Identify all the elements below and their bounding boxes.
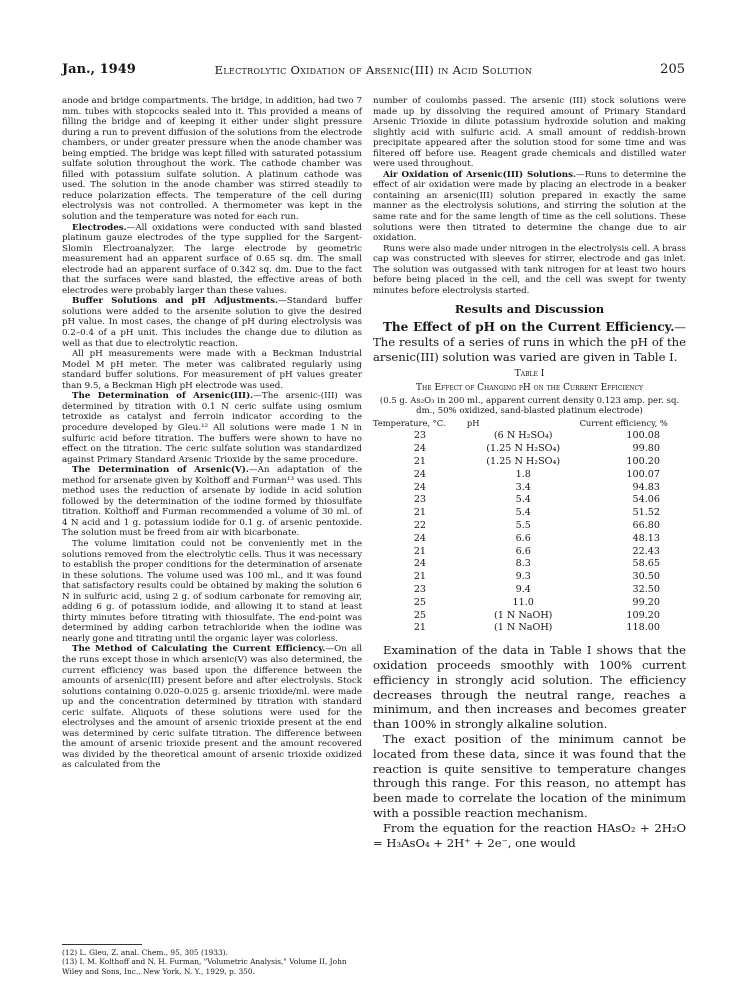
efficiency-cell: 100.07 [626, 468, 660, 480]
ph-cell: 6.6 [515, 545, 531, 557]
temperature-cell: 24 [413, 558, 427, 570]
table-label: Table I [514, 369, 545, 380]
table-row [373, 520, 686, 533]
ph-cell: 8.3 [515, 558, 531, 570]
table-conditions: (0.5 g. As₂O₃ in 200 ml., apparent current density 0.123 amp. per. sq. dm., 50% oxidized, sand-blasted platinum electrode) [379, 396, 680, 417]
subheading: The Method of Calculating the Current Efficiency. [72, 644, 326, 655]
efficiency-cell: 30.50 [632, 571, 660, 583]
column-header: pH [466, 418, 480, 429]
ph-cell: (1 N NaOH) [494, 609, 553, 621]
table-row [373, 494, 686, 507]
table-row [373, 546, 686, 559]
temperature-cell: 21 [413, 507, 427, 519]
temperature-cell: 21 [413, 571, 427, 583]
efficiency-cell: 109.20 [626, 609, 660, 621]
subheading: Electrodes. [72, 222, 127, 233]
table-row [373, 443, 686, 456]
table-row [373, 584, 686, 597]
ph-cell: 5.4 [515, 494, 531, 506]
paragraph: The Method of Calculating the Current Efficiency.—On all the runs except those in which arsenic(V) was also determined, the current efficiency was based upon the difference between the amounts of arsenic(III) present before and after electrolysis. Stock solutions containing 0.020–0.025 g. arsenic trioxide/ml. were made up and the concentration determined by titration with standard ceric sulfate. Aliquots of these solutions were used for the electrolyses and the amount of arsenic trioxide present at the end was determined by ceric sulfate titration. The difference between the amount of arsenic trioxide present and the amount recovered was divided by the theoretical amount of arsenic trioxide oxidized as calculated from the [62, 644, 363, 771]
subheading: The Determination of Arsenic(V). [72, 465, 249, 476]
efficiency-cell: 58.65 [632, 558, 660, 570]
paragraph: Air Oxidation of Arsenic(III) Solutions.—Runs to determine the effect of air oxidation were made by placing an electrode in a beaker containing an arsenic(III) solution prepared in exactly the same manner as the electrolysis solutions, and stirring the solution at the same rate and for the same length of time as the cell solutions. These solutions were then titrated to determine the change due to air oxidation. [373, 169, 686, 244]
table-row [373, 610, 686, 623]
paragraph: All pH measurements were made with a Beckman Industrial Model M pH meter. The meter was calibrated regularly using standard buffer solutions. For measurement of pH values greater than 9.5, a Beckman High pH electrode was used. [62, 349, 362, 391]
table-row [373, 622, 686, 635]
page-number: 205 [660, 62, 685, 77]
temperature-cell: 22 [413, 520, 427, 531]
efficiency-cell: 100.08 [626, 430, 660, 442]
efficiency-cell: 118.00 [626, 622, 660, 634]
table-row [373, 430, 686, 443]
temperature-cell: 23 [413, 494, 427, 506]
temperature-cell: 24 [413, 532, 427, 544]
ph-cell: 6.6 [515, 532, 531, 544]
efficiency-cell: 66.80 [632, 520, 660, 531]
temperature-cell: 24 [413, 481, 427, 493]
paragraph: The Determination of Arsenic(V).—An adaptation of the method for arsenate given by Kolthoff and Furman¹³ was used. This method uses the reduction of arsenate by iodide in acid solution followed by the determination of the iodine formed by thiosulfate titration. Kolthoff and Furman recommended a volume of 30 ml. of 4 N acid and 1 g. potassium iodide for 0.1 g. of arsenic pentoxide. The solution must be freed from air with bicarbonate. [62, 465, 362, 539]
paragraph: Examination of the data in Table I shows that the oxidation proceeds smoothly with 100% current efficiency in strongly acid solution. The efficiency decreases through the neutral range, reaches a minimum, and then increases and becomes greater than 100% in strongly alkaline solution. [373, 643, 686, 732]
table-title: The Effect of Changing pH on the Current Efficiency [415, 382, 644, 393]
subheading: Air Oxidation of Arsenic(III) Solutions. [383, 169, 577, 180]
right-column [373, 96, 686, 850]
table-header-row [373, 418, 686, 430]
ph-cell: 1.8 [515, 468, 531, 480]
ph-cell: 11.0 [512, 596, 534, 608]
temperature-cell: 21 [413, 456, 427, 468]
subheading: The Effect of pH on the Current Efficiency. [383, 319, 675, 334]
table-row [373, 456, 686, 469]
efficiency-cell: 48.13 [632, 532, 660, 544]
paragraph: From the equation for the reaction HAsO₂ + 2H₂O = H₃AsO₄ + 2H⁺ + 2e⁻, one would [373, 820, 686, 850]
temperature-cell: 25 [413, 609, 427, 621]
temperature-cell: 23 [413, 583, 427, 595]
footnotes [62, 948, 362, 976]
table-row [373, 571, 686, 584]
paragraph: The exact position of the minimum cannot be located from these data, since it was found that the reaction is quite sensitive to temperature changes through this range. For this reason, no attempt has been made to correlate the location of the minimum with a possible reaction mechanism. [373, 731, 686, 820]
table-row [373, 533, 686, 546]
running-header [62, 62, 685, 80]
paragraph: anode and bridge compartments. The bridge, in addition, had two 7 mm. tubes with stopcocks sealed into it. This provided a means of filling the bridge and of keeping it either under slight pressure during a run to prevent diffusion of the solutions from the electrode chambers, or under greater pressure when the anode chamber was being emptied. The bridge was kept filled with saturated potassium sulfate solution throughout the work. The cathode chamber was filled with potassium sulfate solution. A platinum cathode was used. The solution in the anode chamber was stirred steadily to reduce polarization effects. The temperature of the cell during electrolysis was not controlled. A thermometer was kept in the solution and the temperature was noted for each run. [62, 96, 362, 223]
efficiency-cell: 22.43 [632, 545, 660, 557]
paragraph: Buffer Solutions and pH Adjustments.—Standard buffer solutions were added to the arsenite solution to give the desired pH value. In most cases, the change of pH during electrolysis was 0.2–0.4 of a pH unit. This includes the change due to dilution as well as that due to electrolytic reaction. [62, 296, 362, 349]
efficiency-cell: 32.50 [632, 583, 660, 595]
column-header: Current efficiency, % [579, 418, 668, 429]
efficiency-cell: 99.20 [632, 596, 660, 608]
paragraph: Electrodes.—All oxidations were conducted with sand blasted platinum gauze electrodes of the type supplied for the Sargent-Slomin Electroanalyzer. The large electrode by geometric measurement had an apparent surface of 0.65 sq. dm. The small electrode had an apparent surface of 0.342 sq. dm. Due to the fact that the surfaces were sand blasted, the effective areas of both electrodes were probably larger than these values. [62, 222, 362, 296]
table-row [373, 558, 686, 571]
temperature-cell: 25 [413, 596, 427, 608]
efficiency-cell: 94.83 [632, 481, 660, 493]
paragraph: The Determination of Arsenic(III).—The arsenic-(III) was determined by titration with 0.1 N ceric sulfate using osmium tetroxide as catalyst and ferroin indicator according to the procedure developed by Gleu.¹² All solutions were made 1 N in sulfuric acid before titration. The buffers were shown to have no effect on the titration. The ceric sulfate solution was standardized against Primary Standard Arsenic Trioxide by the same procedure. [62, 391, 362, 465]
footnote: (13) I. M. Kolthoff and N. H. Furman, "Volumetric Analysis," Volume II, John Wiley and Sons, Inc., New York, N. Y., 1929, p. 350. [62, 957, 347, 976]
efficiency-cell: 51.52 [632, 507, 660, 519]
ph-cell: (1 N NaOH) [494, 622, 553, 634]
temperature-cell: 21 [413, 545, 427, 557]
left-column [62, 96, 362, 771]
subheading: Buffer Solutions and pH Adjustments. [72, 296, 279, 307]
ph-cell: 5.5 [515, 520, 531, 531]
table-row [373, 469, 686, 482]
header-title: Electrolytic Oxidation of Arsenic(III) in Acid Solution [214, 63, 533, 77]
ph-cell: 5.4 [515, 507, 531, 519]
ph-cell: (1.25 N H₂SO₄) [486, 443, 561, 455]
ph-cell: 9.4 [515, 583, 531, 595]
ph-cell: (6 N H₂SO₄) [493, 430, 553, 442]
efficiency-cell: 99.80 [632, 443, 660, 455]
table-row [373, 597, 686, 610]
data-table [373, 418, 686, 635]
table-row [373, 507, 686, 520]
efficiency-cell: 54.06 [632, 494, 660, 506]
efficiency-cell: 100.20 [626, 456, 660, 468]
ph-cell: (1.25 N H₂SO₄) [486, 456, 561, 468]
subheading: The Determination of Arsenic(III). [72, 391, 254, 402]
paragraph: number of coulombs passed. The arsenic (III) stock solutions were made up by dissolving the required amount of Primary Standard Arsenic Trioxide in dilute potassium hydroxide solution and making slightly acid with sulfuric acid. A small amount of reddish-brown precipitate appeared after the solution stood for some time and was filtered off before use. Reagent grade chemicals and distilled water were used throughout. [373, 96, 686, 170]
header-date: Jan., 1949 [62, 62, 136, 77]
paragraph: The Effect of pH on the Current Efficiency.—The results of a series of runs in which the pH of the arsenic(III) solution was varied are given in Table I. [373, 319, 686, 364]
temperature-cell: 24 [413, 443, 427, 455]
table-row [373, 482, 686, 495]
footnote-rule [62, 944, 142, 945]
paragraph: The volume limitation could not be conveniently met in the solutions removed from the electrolytic cells. Thus it was necessary to establish the proper conditions for the determination of arsenate in these solutions. The volume used was 100 ml., and it was found that satisfactory results could be obtained by making the solution 6 N in sulfuric acid, using 2 g. of sodium carbonate for removing air, adding 6 g. of potassium iodide, and allowing it to stand at least thirty minutes before titrating with thiosulfate. The end-point was determined by adding carbon tetrachloride when the iodine was nearly gone and titrating until the organic layer was colorless. [62, 538, 362, 644]
temperature-cell: 21 [413, 622, 427, 634]
section-heading: Results and Discussion [454, 302, 605, 317]
ph-cell: 9.3 [515, 571, 531, 583]
column-header: Temperature, °C. [373, 418, 446, 429]
ph-cell: 3.4 [515, 481, 531, 493]
temperature-cell: 24 [413, 468, 427, 480]
temperature-cell: 23 [413, 430, 427, 442]
footnote: (12) L. Gleu, Z. anal. Chem., 95, 305 (1933). [62, 948, 228, 957]
paragraph: Runs were also made under nitrogen in the electrolysis cell. A brass cap was constructed with sleeves for stirrer, electrode and gas inlet. The solution was outgassed with tank nitrogen for at least two hours before being placed in the cell, and the cell was swept for twenty minutes before electrolysis started. [373, 243, 686, 296]
